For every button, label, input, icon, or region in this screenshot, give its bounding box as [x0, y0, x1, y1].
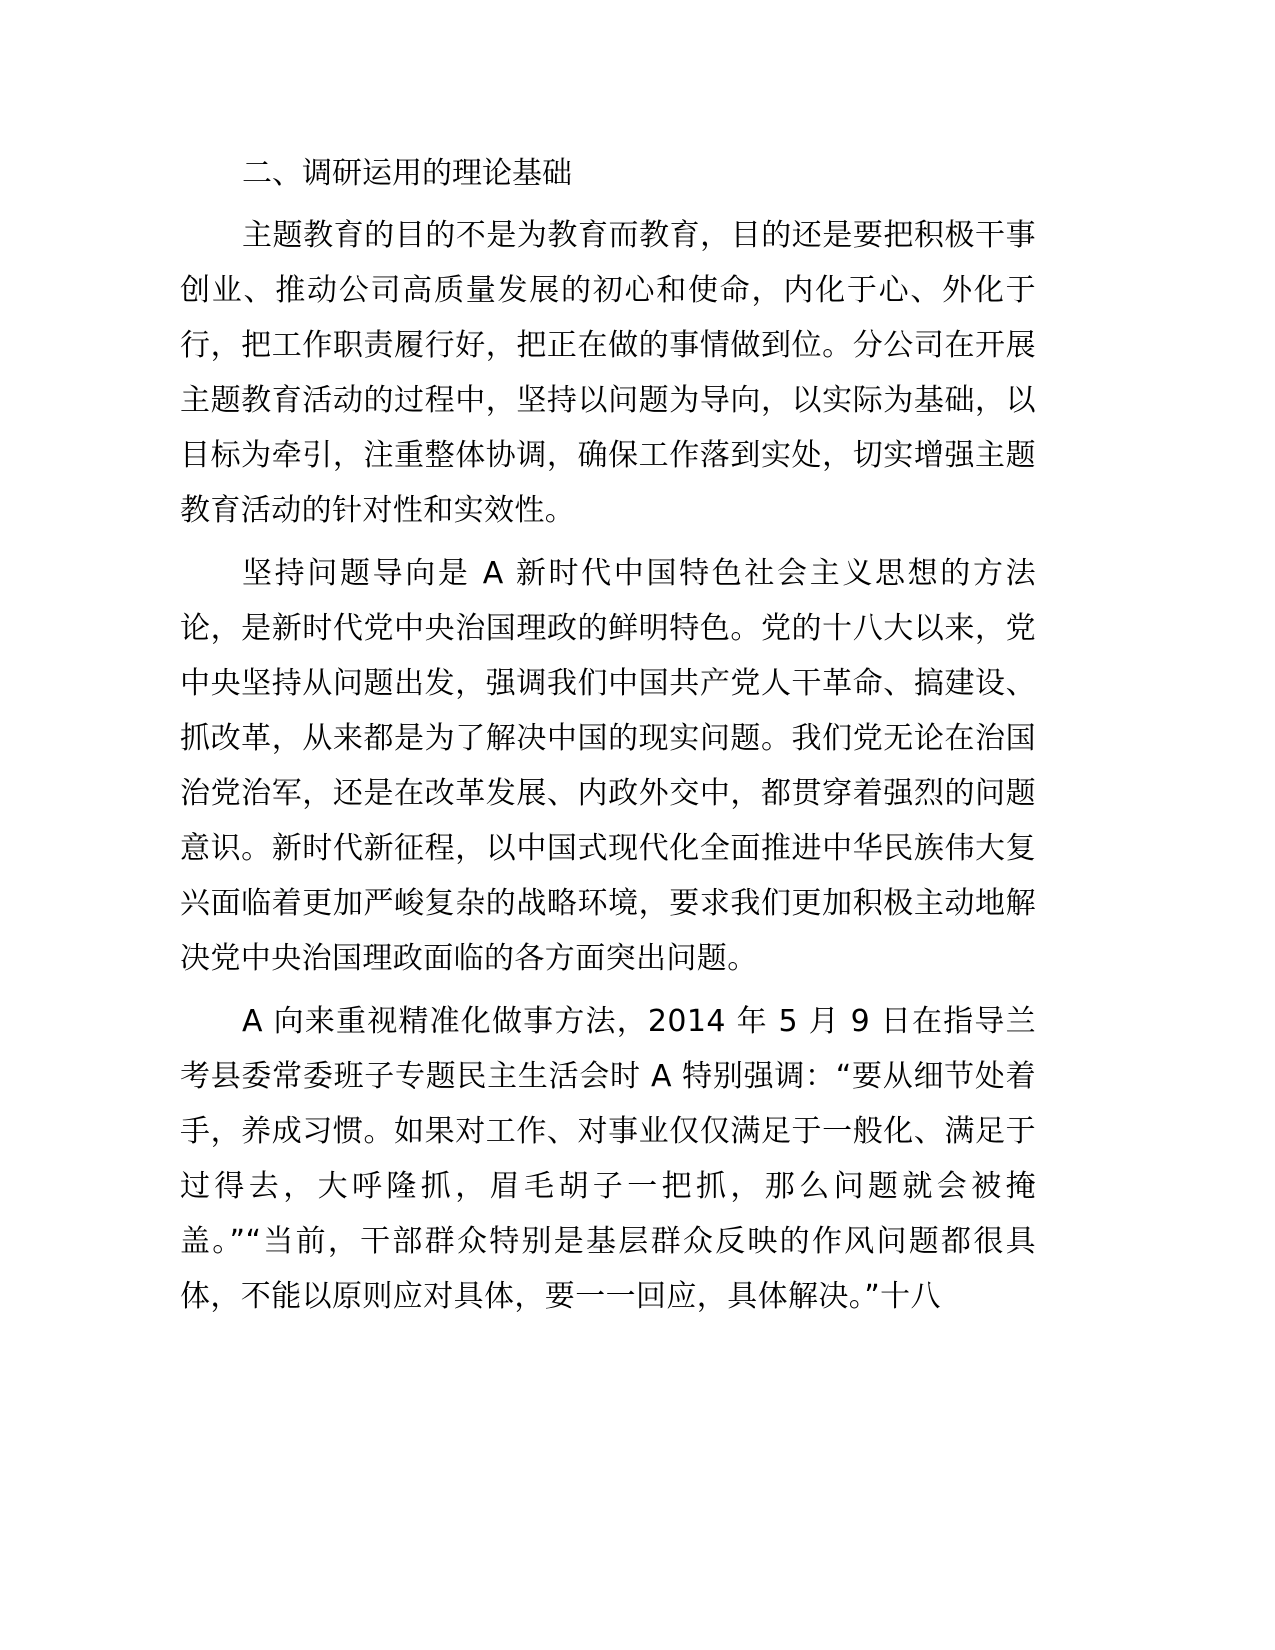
paragraph-precise-methods: A 向来重视精准化做事方法，2014 年 5 月 9 日在指导兰考县委常委班子专题民主生活会时 A 特别强调：“要从细节处着手，养成习惯。如果对工作、对事业仅仅满足于一般化、满足于过得去，大呼隆抓，眉毛胡子一把抓，那么问题就会被掩盖。”“当前，干部群众特别是基层群众反映的作风问题都很具体，不能以原则应对具体，要一一回应，具体解决。”十八 — [180, 1004, 1036, 1314]
paragraph-theme-education: 主题教育的目的不是为教育而教育，目的还是要把积极干事创业、推动公司高质量发展的初心和使命，内化于心、外化于行，把工作职责履行好，把正在做的事情做到位。分公司在开展主题教育活动的过程中，坚持以问题为导向，以实际为基础，以目标为牵引，注重整体协调，确保工作落到实处，切实增强主题教育活动的针对性和实效性。 — [180, 218, 1036, 528]
document-page — [180, 145, 1036, 1332]
paragraph-problem-orientation: 坚持问题导向是 A 新时代中国特色社会主义思想的方法论，是新时代党中央治国理政的鲜明特色。党的十八大以来，党中央坚持从问题出发，强调我们中国共产党人干革命、搞建设、抓改革，从来都是为了解决中国的现实问题。我们党无论在治国治党治军，还是在改革发展、内政外交中，都贯穿着强烈的问题意识。新时代新征程，以中国式现代化全面推进中华民族伟大复兴面临着更加严峻复杂的战略环境，要求我们更加积极主动地解决党中央治国理政面临的各方面突出问题。 — [180, 556, 1036, 976]
section-heading: 二、调研运用的理论基础 — [242, 156, 572, 191]
